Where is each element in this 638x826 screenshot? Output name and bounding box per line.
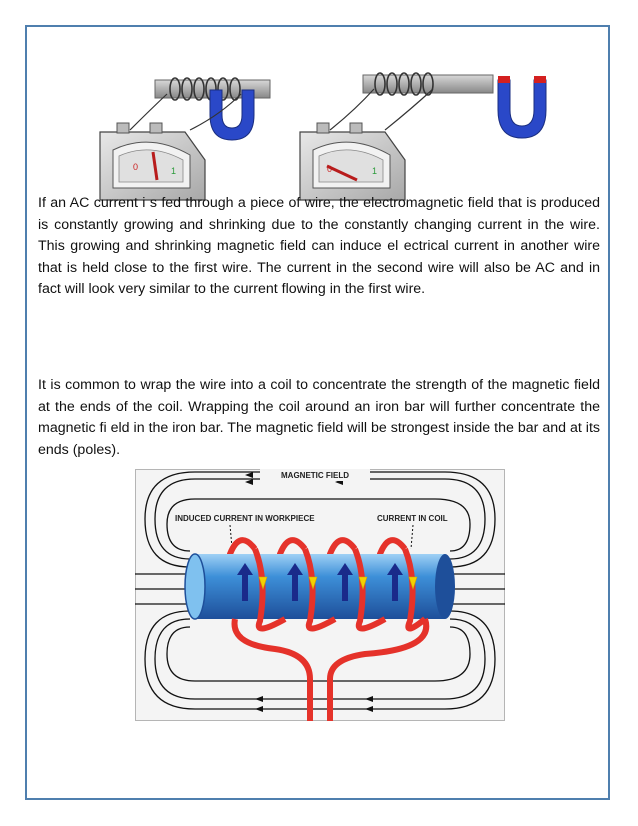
induction-coil-diagram [135, 469, 505, 721]
right-meter [300, 123, 405, 200]
right-horseshoe-magnet [498, 76, 546, 138]
paragraph-coil-concentration: It is common to wrap the wire into a coil to concentrate the strength of the magnetic field at the ends of the coil. Wrapping the coil around an iron bar will further concentrate the magnetic fi eld in the iron bar. The magnetic field will be strongest inside the bar and at its ends (poles). [38, 377, 600, 458]
magnetic-field-label: MAGNETIC FIELD [281, 471, 349, 480]
galvanometer-illustration [95, 70, 555, 210]
svg-text:0: 0 [133, 162, 139, 172]
paragraph-ac-induction: If an AC current i s fed through a piece of wire, the electromagnetic field that is produced is constantly growing and shrinking due to the constantly changing current in the wire. This growing and shrinking magnetic field can induce el ectrical current in another wire that is held close to the first wire. The current in the second wire will also be AC and in fact will look very similar to the current flowing in the first wire. [38, 195, 600, 297]
right-meter-label-1: 1 [372, 166, 378, 176]
left-apparatus [100, 78, 270, 200]
current-in-coil-label: CURRENT IN COIL [377, 514, 448, 523]
induced-current-label: INDUCED CURRENT IN WORKPIECE [175, 514, 315, 523]
left-meter-label-1: 1 [171, 166, 177, 176]
right-apparatus [300, 73, 546, 200]
left-meter [100, 123, 205, 200]
svg-text:0: 0 [327, 164, 333, 174]
